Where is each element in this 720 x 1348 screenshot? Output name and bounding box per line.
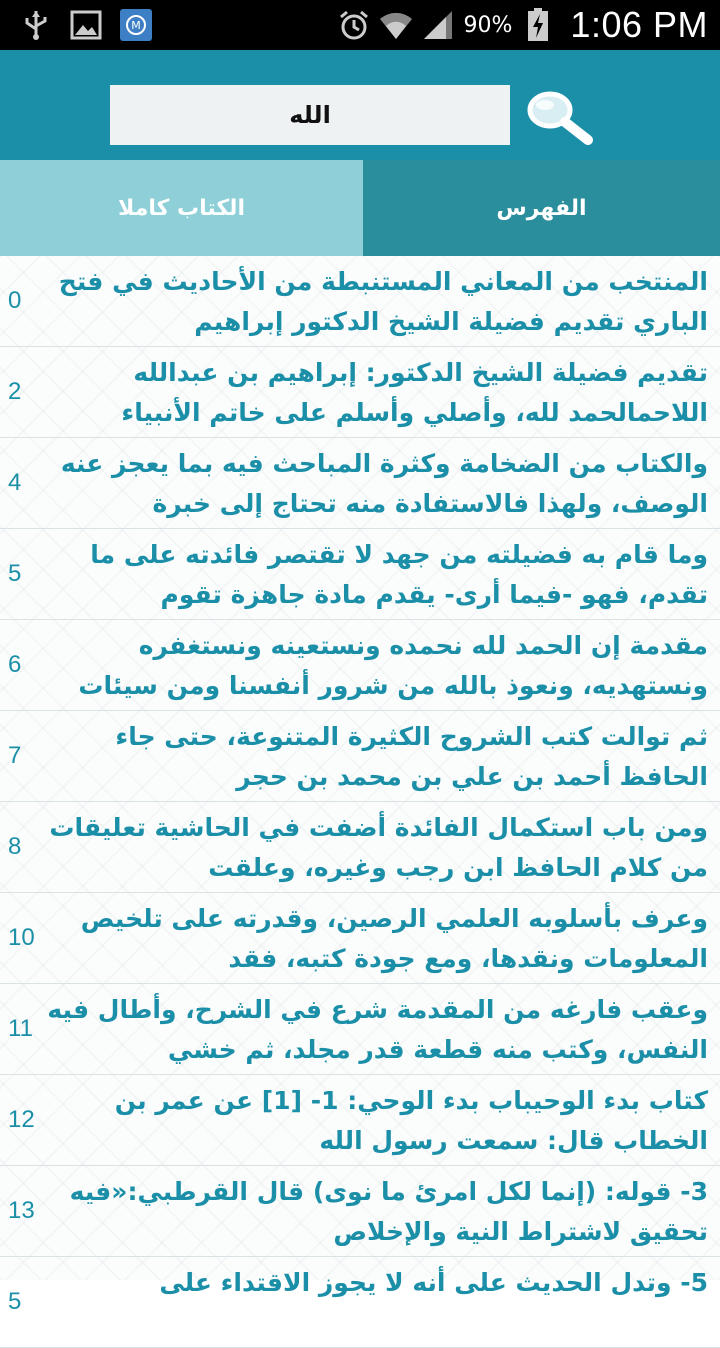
notification-icons [20, 8, 152, 42]
result-snippet: كتاب بدء الوحيباب بدء الوحي: 1- [1] عن عمر بن الخطاب قال: سمعت رسول الله [114, 1086, 708, 1155]
result-page-number: 12 [8, 1106, 35, 1133]
tab-full-book[interactable]: الكتاب كاملا [0, 160, 363, 256]
result-page-number: 6 [8, 651, 22, 678]
result-page-number: 2 [8, 378, 22, 405]
result-snippet: 5- وتدل الحديث على أنه لا يجوز الاقتداء على [159, 1268, 708, 1297]
battery-percent: 90% [463, 12, 513, 38]
list-item[interactable] [0, 438, 720, 529]
list-item[interactable] [0, 1257, 720, 1348]
list-item[interactable] [0, 802, 720, 893]
tab-bar [0, 160, 720, 256]
list-item[interactable] [0, 1166, 720, 1257]
svg-text:M: M [131, 19, 141, 32]
result-snippet: وعرف بأسلوبه العلمي الرصين، وقدرته على تلخيص المعلومات ونقدها، ومع جودة كتبه، فقد [80, 904, 708, 973]
result-page-number: 5 [8, 1288, 22, 1315]
result-page-number: 13 [8, 1197, 35, 1224]
magnifier-icon [520, 80, 600, 150]
result-snippet: وما قام به فضيلته من جهد لا تقتصر فائدته على ما تقدم، فهو -فيما أرى- يقدم مادة جاهزة تقوم [90, 540, 708, 609]
list-item[interactable] [0, 620, 720, 711]
result-snippet: ومن باب استكمال الفائدة أضفت في الحاشية تعليقات من كلام الحافظ ابن رجب وغيره، وعلقت [49, 813, 708, 882]
result-page-number: 8 [8, 833, 22, 860]
result-snippet: وعقب فارغه من المقدمة شرع في الشرح، وأطال فيه النفس، وكتب منه قطعة قدر مجلد، ثم خشي [47, 995, 708, 1064]
app-notification-icon [120, 9, 152, 41]
search-input[interactable] [110, 85, 510, 145]
system-icons [338, 4, 708, 46]
list-item[interactable] [0, 893, 720, 984]
alarm-icon [338, 9, 370, 41]
result-page-number: 11 [8, 1015, 33, 1042]
list-item[interactable] [0, 1075, 720, 1166]
result-snippet: مقدمة إن الحمد لله نحمده ونستعينه ونستغفره ونستهديه، ونعوذ بالله من شرور أنفسنا ومن سيئات [78, 631, 708, 700]
search-header [0, 50, 720, 160]
result-snippet: والكتاب من الضخامة وكثرة المباحث فيه بما يعجز عنه الوصف، ولهذا فالاستفادة منه تحتاج إلى خبرة [60, 449, 708, 518]
list-item[interactable] [0, 711, 720, 802]
gallery-icon [70, 9, 102, 41]
result-snippet: ثم توالت كتب الشروح الكثيرة المتنوعة، حتى جاء الحافظ أحمد بن علي بن محمد بن حجر [115, 722, 708, 791]
list-item[interactable] [0, 256, 720, 347]
result-page-number: 7 [8, 742, 22, 769]
result-page-number: 10 [8, 924, 35, 951]
tab-index[interactable]: الفهرس [363, 160, 720, 256]
result-snippet: تقديم فضيلة الشيخ الدكتور: إبراهيم بن عبدالله اللاحمالحمد لله، وأصلي وأسلم على خاتم الأنبياء [121, 358, 708, 427]
result-snippet: المنتخب من المعاني المستنبطة من الأحاديث في فتح الباري تقديم فضيلة الشيخ الدكتور إبراهيم [58, 267, 708, 336]
result-snippet: 3- قوله: (إنما لكل امرئ ما نوى) قال القرطبي:«فيه تحقيق لاشتراط النية والإخلاص [69, 1177, 708, 1246]
clock: 1:06 PM [570, 4, 708, 45]
results-list[interactable] [0, 256, 720, 1315]
status-bar [0, 0, 720, 50]
wifi-icon [380, 9, 412, 41]
list-item[interactable] [0, 347, 720, 438]
signal-icon [422, 9, 454, 41]
result-page-number: 4 [8, 469, 22, 496]
battery-charging-icon [522, 9, 554, 41]
search-button[interactable] [520, 80, 600, 150]
list-item[interactable] [0, 529, 720, 620]
result-page-number: 5 [8, 560, 22, 587]
usb-icon [20, 9, 52, 41]
list-item[interactable] [0, 984, 720, 1075]
result-page-number: 0 [8, 287, 22, 314]
